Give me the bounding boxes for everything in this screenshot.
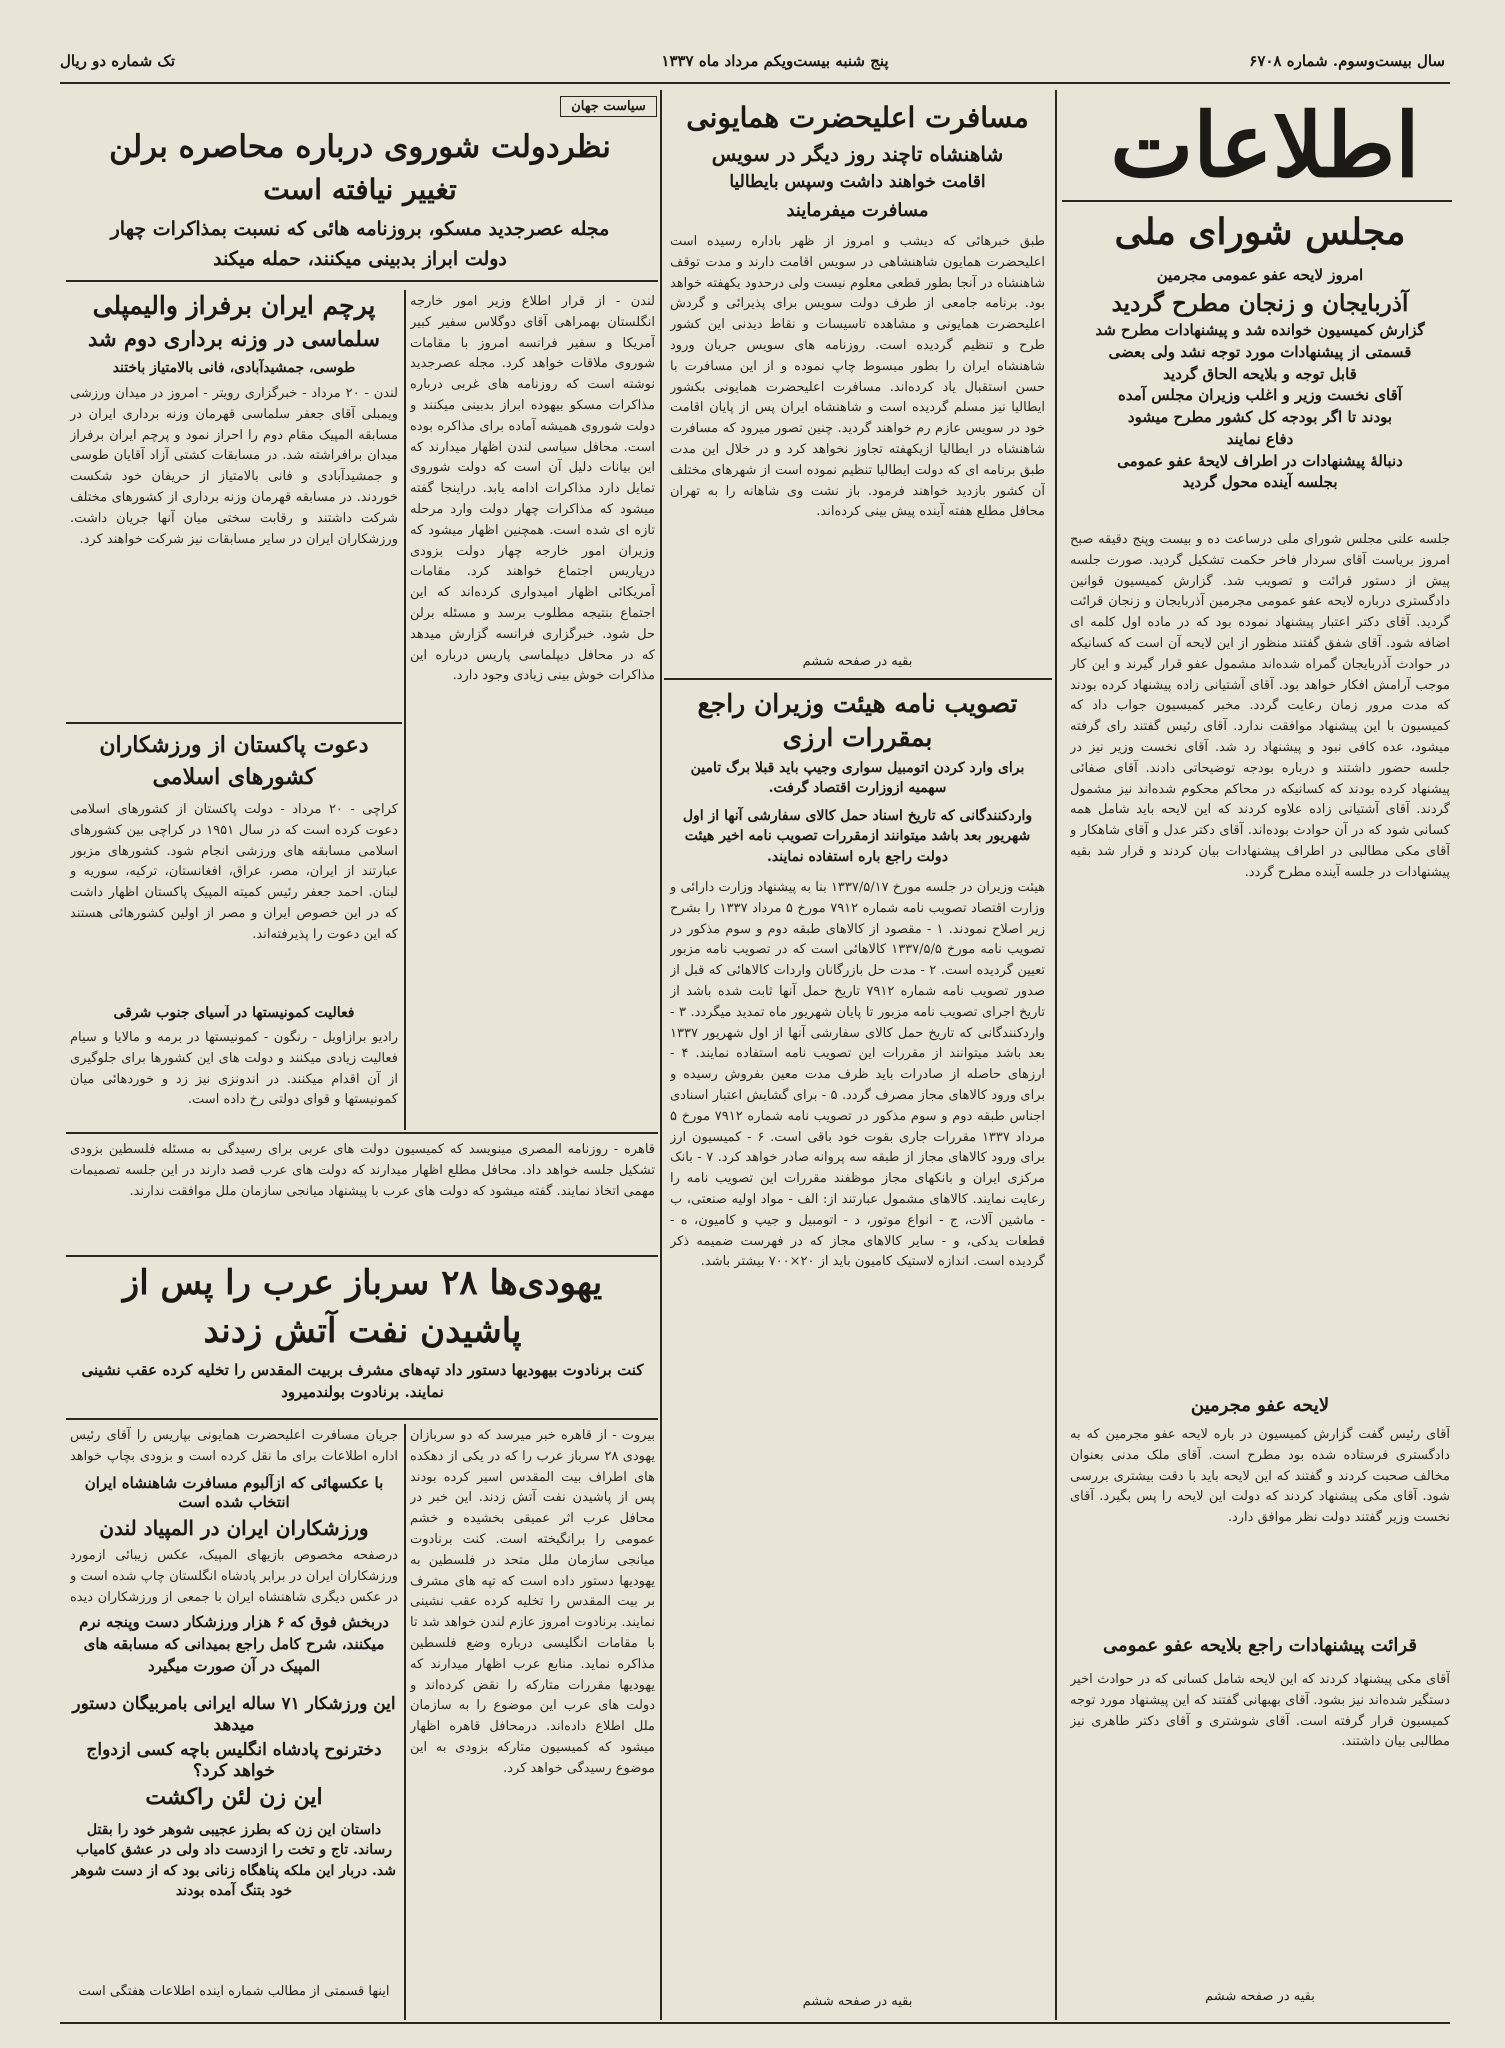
communists-body: رادیو برازاویل - رنگون - کمونیستها در برمه و مالایا و سیام فعالیت زیادی میکنند و دولت های این کشورها برای جلوگیری از آن اقدام میکنند. در اندونزی نیز زد و خوردهائی میان کمونیستها و قوای دولتی رخ داده است. (70, 1030, 398, 1108)
shah-trip-continued: بقیه در صفحه ششم (802, 654, 913, 669)
column-rule (1055, 90, 1057, 2020)
weekly-intro: جریان مسافرت اعلیحضرت همایونی بپاریس را آقای رئیس اداره اطلاعات برای ما نقل کرده است و بزودی بچاپ خواهد (70, 1428, 398, 1464)
flag-sub: سلماسی در وزنه برداری دوم شد (88, 326, 380, 351)
cabinet-sub-3: واردکنندگانی که تاریخ اسناد حمل کالای سفارشی آنها از اول شهریور بعد باشد میتوانند ازمقررات تصویب نامه اخیر هیئت دولت راجع باره استفاده نمایند. (682, 808, 1033, 865)
section-rule (664, 678, 1052, 680)
world-sub-2: دولت ابراز بدبینی میکنند، حمله میکند (213, 248, 507, 270)
issue-year-number: سال بیست‌وسوم. شماره ۶۷۰۸ (1249, 52, 1445, 70)
majlis-sub: امروز لایحه عفو عمومی مجرمین (1156, 266, 1364, 284)
majlis-sub: دنبالهٔ پیشنهادات در اطراف لایحهٔ عفو عمومی (1117, 451, 1403, 470)
majlis-subheads (1070, 265, 1450, 494)
weekly-headline: ورزشکاران ایران در المپیاد لندن (99, 1516, 369, 1540)
pakistan-title: دعوت پاکستان از ورزشکاران (99, 732, 369, 758)
world-title-2: تغییر نیافته است (263, 173, 457, 206)
majlis-sub: دفاع نمایند (1226, 429, 1294, 448)
shah-trip-title: مسافرت اعلیحضرت همایونی (686, 101, 1029, 134)
shah-trip-body: طبق خبرهائی که دیشب و امروز از ظهر باداره رسیده است اعلیحضرت همایون شاهنشاهی در سویس اقامت دارند و مدت توقف شاهنشاه در آنجا بطور قطعی معلوم نیست ولی درحدود یکهفته خواهد بود. برنامه جامعی از طرف دولت سویس برای پذیرائی و گردش اعلیحضرت همایونی و مشاهده تاسیسات و نقاط دیدنی این کشور طرح و تنظیم گردیده است. روزنامه های سویس جریان ورود شاهنشاه ایران را بطور مبسوط چاپ نموده و از این مسافرت با حسن استقبال یاد کرده‌اند. مسافرت اعلیحضرت همایونی بکشور ایطالیا نیز مسلم گردیده است و شاهنشاه ایران پس از پایان اقامت خود در سویس عازم رم خواهند گردید. چنین تصور میرود که مسافرت شاهنشاه در ایطالیا ازیکهفته تجاوز نخواهد کرد و در خلال این مدت طبق برنامه ای که دولت ایطالیا تنظیم نموده است از شهرهای مختلف آن کشور بازدید خواهند فرمود. باز نشت وی شاهانه را به تهران محافل مطلع هفته آینده پیش بینی کرده‌اند. (670, 234, 1045, 520)
weekly-footer: اینها قسمتی از مطالب شماره آینده اطلاعات هفتگی است (78, 1984, 390, 1999)
jews-sub: کنت برنادوت بیهودیها دستور داد تپه‌های مشرف بربیت المقدس را تخلیه کرده عقب نشینی نمایند. برنادوت بولندمیرود (81, 1361, 644, 1401)
majlis-sub: قابل توجه و بلایحه الحاق گردید (1163, 364, 1357, 383)
majlis-body-3: آقای مکی پیشنهاد کردند که این لایحه شامل کسانی که در حوادث اخیر دستگیر شده‌اند نیز بشود. آقای بهبهانی گفتند که این پیشنهاد مورد توجه کمیسیون قرار گرفته است. آقای شوشتری و آقای دکتر طاهری نیز مطالبی بیان داشتند. (1070, 1672, 1450, 1750)
column-rule (404, 1424, 406, 2020)
newspaper-logo: اطلاعات (1110, 93, 1420, 197)
bottom-rule (60, 2022, 1450, 2024)
weekly-sub: دربخش فوق که ۶ هزار ورزشکار دست وپنجه نرم میکنند، شرح کامل راجع بمیدانی که مسابقه های المپیک در آن صورت میگیرد (79, 1613, 389, 1675)
majlis-sub: آذربایجان و زنجان مطرح گردید (1111, 289, 1409, 317)
weekly-sub: این زن لئن راکشت (145, 1784, 323, 1810)
top-rule (60, 82, 1450, 84)
weekly-body-5: داستان این زن که بطرز عجیبی شوهر خود را بقتل رساند. تاج و تخت را ازدست داد ولی در عشق کامیاب شد. دربار این ملکه پناهگاه زنانی بود که از دست شوهر خود بتنگ آمده بودند (72, 1822, 396, 1899)
cairo-body: قاهره - روزنامه المصری مینویسد که کمیسیون دولت های عربی برای رسیدگی به مسئله فلسطین بزودی تشکیل جلسه خواهد داد. محافل مطلع اظهار میدارند که دولت های عرب قصد دارند در این جلسه تصمیمات مهمی اتخاذ نمایند. گفته میشود که دولت های عرب با پیشنهاد میانجی سازمان ملل موافقت ندارند. (70, 1142, 655, 1199)
communists-title: فعالیت کمونیستها در آسیای جنوب شرقی (113, 1005, 355, 1021)
majlis-title: مجلس شورای ملی (1114, 211, 1406, 253)
section-rule (66, 1132, 658, 1134)
weekly-body: درصفحه مخصوص بازیهای المپیک، عکس زیبائی ازمورد ورزشکاران ایران در برابر پادشاه انگلستان چاپ شده است و در عکس دیگری شاهنشاه ایران با جمعی از ورزشکاران دیده (70, 1548, 398, 1605)
majlis-sub: بودند تا اگر بودجه کل کشور مطرح میشود (1127, 408, 1393, 427)
section-rule (66, 280, 658, 282)
flag-title: پرچم ایران برفراز والیمپلی (92, 291, 376, 320)
cabinet-continued: بقیه در صفحه ششم (802, 1994, 913, 2009)
world-title: نظردولت شوروی درباره محاصره برلن (109, 129, 611, 165)
jews-body: بیروت - از قاهره خبر میرسد که دو سربازان یهودی ۲۸ سرباز عرب را که در یکی از دهکده های اطراف بیت المقدس اسیر کرده بودند پس از پاشیدن نفت آتش زدند. این خبر در محافل عرب اثر عمیقی بخشیده و خشم عمومی را برانگیخته است. کنت برنادوت میانجی سازمان ملل متحد در فلسطین به یهودیها دستور داده است که تپه های مشرف بر بیت المقدس را تخلیه کرده عقب نشینی نمایند. برنادوت امروز عازم لندن خواهد شد تا با مقامات انگلیسی درباره وضع فلسطین مذاکره نماید. منابع عرب اظهار میدارند که یهودیها مقررات متارکه را نقض کرده‌اند و دولت های عرب این موضوع را به سازمان ملل اطلاع داده‌اند. درمحافل قاهره اظهار میشود که کمیسیون متارکه بزودی به این موضوع رسیدگی خواهد کرد. (410, 1428, 655, 1776)
world-body: لندن - از قرار اطلاع وزیر امور خارجه انگلستان بهمراهی آقای دوگلاس سفیر کبیر آمریکا و سفیر فرانسه امروز با مقامات شوروی ملاقات خواهد کرد. مجله عصرجدید نوشته است که روزنامه های غربی درباره مذاکرات مسکو بیهوده ابراز بدبینی میکنند و دولت شوروی همیشه آماده برای مذاکره بوده است. محافل سیاسی لندن اظهار میدارند که این بیانات دلیل آن است که دولت شوروی تمایل دارد مذاکرات ادامه یابد. دراینجا گفته میشود که مذاکرات چهار دولت وارد مرحله تازه ای شده است. همچنین اظهار میشود که وزیران امور خارجه چهار دولت بزودی درپاریس اجتماع خواهند کرد. مقامات آمریکائی اظهار امیدواری کرده‌اند که این اجتماع بنتیجه مطلوب برسد و مسئله برلن حل شود. خبرگزاری فرانسه گزارش میدهد که در محافل دیپلماسی پاریس درباره این مذاکرات خوش بینی زیادی وجود دارد. (410, 294, 655, 684)
majlis-section-title: لایحه عفو مجرمین (1190, 1395, 1330, 1416)
flag-sub-2: طوسی، جمشیدآبادی، فانی بالامتیاز باختند (112, 360, 356, 376)
majlis-section-title: قرائت پیشنهادات راجع بلایحه عفو عمومی (1103, 1635, 1417, 1656)
section-rule (66, 1255, 658, 1257)
majlis-sub: قسمتی از پیشنهادات مورد توجه نشد ولی بعضی (1108, 342, 1412, 361)
shah-trip-sub: اقامت خواهند داشت وسپس بایطالیا (729, 172, 986, 192)
cabinet-title: تصویب نامه هیئت وزیران راجع (697, 689, 1018, 718)
shah-trip-sub: مسافرت میفرمایند (786, 200, 929, 221)
flag-body: لندن - ۲۰ مرداد - خبرگزاری رویتر - امروز در میدان ورزشی ویمبلی آقای جعفر سلماسی قهرمان وزنه برداری ایران در مسابقه المپیک مقام دوم را احراز نمود و پرچم ایران برفراز میدان برافراشته شد. در مسابقات کشتی آزاد آقایان طوسی و جمشیدآبادی و فانی بالامتیاز از حریفان خود شکست خوردند. در مسابقه قهرمان وزنه برداری از کشورهای مختلف شرکت داشتند و رقابت سختی میان آنها جریان داشت. ورزشکاران ایران در سایر مسابقات نیز شرکت خواهند کرد. (70, 386, 398, 547)
pakistan-body: کراچی - ۲۰ مرداد - دولت پاکستان از کشورهای اسلامی دعوت کرده است که در سال ۱۹۵۱ در کراچی بین کشورهای اسلامی مسابقه های ورزشی انجام شود. کشورهای مزبور عبارتند از ایران، مصر، عراق، افغانستان، ترکیه، سوریه و لبنان. احمد جعفر رئیس کمیته المپیک پاکستان اظهار داشت که در این خصوص ایران و مصر از اولین کشورهائی هستند که این دعوت را پذیرفته‌اند. (70, 802, 398, 942)
world-label: سیاست جهان (560, 96, 657, 117)
issue-price: تک شماره دو ریال (60, 52, 175, 70)
weekly-photo-line: با عکسهائی که ازآلبوم مسافرت شاهنشاه ایران انتخاب شده است (84, 1474, 384, 1511)
section-rule (66, 1418, 658, 1420)
jews-title-2: پاشیدن نفت آتش زدند (203, 1311, 522, 1351)
pakistan-sub: کشورهای اسلامی (152, 764, 316, 790)
column-rule (404, 290, 406, 1130)
weekly-sub: این ورزشکار ۷۱ ساله ایرانی بامربیگان دستور میدهد (72, 1694, 396, 1736)
majlis-sub: گزارش کمیسیون خوانده شد و پیشنهادات مطرح شد (1095, 321, 1425, 340)
logo-rule (1062, 200, 1452, 202)
cabinet-body: هیئت وزیران در جلسه مورخ ۱۳۳۷/۵/۱۷ بنا به پیشنهاد وزارت دارائی و وزارت اقتصاد تصویب نامه شماره ۷۹۱۲ مورخ ۵ مرداد ۱۳۳۷ را بشرح زیر اصلاح نمودند. ۱ - مقصود از کالاهای طبقه دوم و سوم مذکور در تصویب نامه مورخ ۱۳۳۷/۵/۵ کالاهائی است که در تصویب نامه مزبور تعیین گردیده است. ۲ - مدت حل بازرگانان واردات کالاهائی که قبل از صدور تصویب نامه شماره ۷۹۱۲ تاریخ حمل آنها ثابت شده باشد از تاریخ اجرای تصویب نامه مزبور تا پایان شهریور ماه تمدید میگردد. ۳ - واردکنندگانی که تاریخ حمل کالای سفارشی آنها از اول شهریور ۱۳۳۷ بعد باشد میتوانند از مقررات این تصویب نامه استفاده نمایند. ۴ - ارزهای حاصله از صادرات باید ظرف مدت معین بفروش رسیده و برای ورود کالاهای مجاز مصرف گردد. ۵ - برای گشایش اعتبار اسنادی اجناس طبقه دوم و سوم مذکور در تصویب نامه شماره ۷۹۱۲ مورخ ۵ مرداد ۱۳۳۷ مقررات جاری بقوت خود باقی است. ۶ - کمیسیون ارز برای ورود کالاهای مجاز از طبقه سه پروانه صادر خواهد کرد. ۷ - بانک مرکزی ایران و بانکهای مجاز موظفند مقررات این تصویب نامه را رعایت نمایند. کالاهای مشمول عبارتند از: الف - مواد اولیه صنعتی، ب - ماشین آلات، ج - انواع موتور، د - اتومبیل و جیپ و کامیون، ه - قطعات یدکی، و - سایر کالاهای مجاز که در فهرست ضمیمه ذکر گردیده است. اندازه لاستیک کامیون باید از ۲۰×۷۰۰ بیشتر باشد. (670, 880, 1045, 1270)
shah-trip-sub: شاهنشاه تاچند روز دیگر در سویس (711, 142, 1004, 166)
majlis-sub: بجلسه آینده محول گردید (1182, 473, 1338, 492)
issue-date: پنج شنبه بیست‌ویکم مرداد ماه ۱۳۳۷ (661, 52, 889, 70)
majlis-sub: آقای نخست وزیر و اغلب وزیران مجلس آمده (1118, 386, 1402, 405)
majlis-continued: بقیه در صفحه ششم (1205, 1989, 1315, 2004)
majlis-body: جلسه علنی مجلس شورای ملی درساعت ده و بیست وپنج دقیقه صبح امروز بریاست آقای سردار فاخر حکمت تشکیل گردید. صورت جلسه پیش از دستور قرائت و تصویب شد. گزارش کمیسیون قوانین دادگستری درباره لایحه عفو عمومی مجرمین آذربایجان و زنجان قرائت گردید. آقای دکتر اعتبار پیشنهاد نموده بود که در ماده اول کلمه ای اضافه شود. آقای شفق گفتند منظور از این لایحه آن است که کسانیکه در حوادث آذربایجان گمراه شده‌اند مشمول عفو قرار گیرند و این کار موجب آرامش افکار خواهد بود. آقای آشتیانی زاده پیشنهاد کرده بودند که مدت مرور زمان رعایت گردد. مخبر کمیسیون جواب داد که کمیسیون با این پیشنهاد موافقت ندارد. آقای رئیس گفتند رای گرفته میشود، عده کافی نبود و پیشنهاد رد شد. آقای نخست وزیر نیز در جلسه حضور داشتند و درباره بودجه توضیحاتی دادند. آقای صفائی پیشنهاد کرده بودند که کسانیکه در محاکم محکوم شده‌اند نیز مشمول گردند. آقای آشتیانی زاده علاوه کردند که این لایحه باید شامل همه کسانی شود که در آن حوادث بوده‌اند. آقای دکتر عدل و آقای شاهکار و آقای مکی مطالبی در اطراف پیشنهادات بیان کردند و قرار شد بقیه پیشنهادات در جلسه آینده مطرح گردد. (1070, 532, 1450, 880)
section-rule (66, 722, 402, 724)
world-sub: مجله عصرجدید مسکو، بروزنامه هائی که نسبت بمذاکرات چهار (110, 218, 610, 240)
column-rule (660, 90, 662, 2020)
cabinet-sub-2: برای وارد کردن اتومبیل سواری وجیپ باید قبلا برگ تامین سهمیه ازوزارت اقتصاد گرفت. (690, 760, 1025, 797)
cabinet-sub: بمقررات ارزی (782, 723, 933, 752)
jews-title: یهودی‌ها ۲۸ سرباز عرب را پس از (122, 1263, 603, 1303)
weekly-sub: دخترنوح پادشاه انگلیس باچه کسی ازدواج خواهد کرد؟ (86, 1740, 382, 1782)
majlis-body-2: آقای رئیس گفت گزارش کمیسیون در باره لایحه عفو مجرمین که به دادگستری فرستاده شده بود مطرح است. آقای ملک مدنی بعنوان مخالف صحبت کردند و گفتند که این لایحه باید با دقت بیشتری بررسی شود. آقای مکی پیشنهاد کردند که دولت این لایحه را پس بگیرد. آقای نخست وزیر گفتند دولت نظر موافق دارد. (1070, 1427, 1450, 1526)
